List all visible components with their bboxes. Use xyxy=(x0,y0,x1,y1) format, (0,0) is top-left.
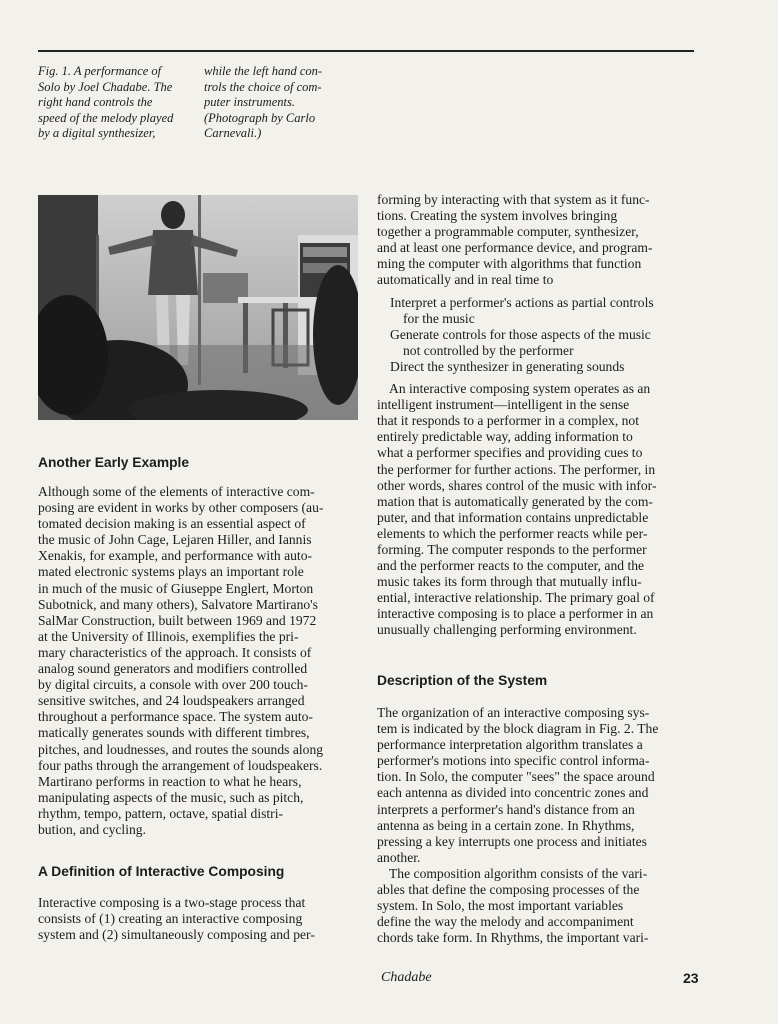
page-number: 23 xyxy=(683,970,699,986)
paragraph-intelligent-instrument: An interactive composing system operates as an intelligent instrument—intelligent in the sense that it responds to a performer in a complex, not entirely predictable way, adding information to what a performer specifies and providing cues to the performer for further actions. The performer, in other words, shares control of the music with infor- mation that is automatically generated by the com- puter, and that information contains unpredictable elements to which the performer reacts while per- forming. The computer responds to the performer and the performer reacts to the computer, and the music takes its form through that mutually influ- ential, interactive relationship. The primary goal of interactive composing is to place a performer in an unusually challenging performing environment. xyxy=(377,381,657,638)
list-item: Generate controls for those aspects of the music not controlled by the performer xyxy=(390,326,651,358)
paragraph-early-example: Although some of the elements of interactive com- posing are evident in works by other composers (au- tomated decision making is an essential aspect of the music of John Cage, Lejaren Hiller, and Iannis Xenakis, for example, and performance with auto- mated electronic systems plays an important role in much of the music of Giuseppe Englert, Morton Subotnick, and many others), Salvatore Martirano's SalMar Construction, built between 1969 and 1972 at the University of Illinois, exemplifies the pri- mary characteristics of the approach. It consists of analog sound generators and modifiers controlled by digital circuits, a console with over 200 touch- sensitive switches, and 24 loudspeakers arranged throughout a performance space. The system auto- matically generates sounds with different timbres, pitches, and loudnesses, and routes the sounds along four paths through the arrangement of loudspeakers. Martirano performs in reaction to what he hears, manipulating aspects of the music, such as pitch, rhythm, tempo, pattern, octave, spatial distri- bution, and cycling. xyxy=(38,484,324,837)
figure-caption-part-2: while the left hand con- trols the choice of com- puter instruments. (Photograph by Carlo Carnevali.) xyxy=(204,64,323,140)
algorithm-function-list xyxy=(377,295,697,375)
running-footer-author: Chadabe xyxy=(381,970,432,985)
list-item: Interpret a performer's actions as partial controls for the music xyxy=(390,294,654,326)
paragraph-definition: Interactive composing is a two-stage process that consists of (1) creating an interactive composing system and (2) simultaneously composing and per- xyxy=(38,895,315,943)
list-item: Direct the synthesizer in generating sounds xyxy=(390,358,625,374)
left-column-early-example xyxy=(38,484,363,838)
paragraph-composition-algorithm: The composition algorithm consists of the vari- ables that define the composing processes of the system. In Solo, the most important variables define the way the melody and accompaniment chords take form. In Rhythms, the important vari- xyxy=(377,865,649,946)
left-column-definition xyxy=(38,895,363,943)
figure-caption-part-1: Fig. 1. A performance of Solo by Joel Chadabe. The right hand controls the speed of the melody played by a digital synthesizer, xyxy=(38,64,174,140)
performance-photograph xyxy=(38,195,358,420)
paragraph-system-organization: The organization of an interactive composing sys- tem is indicated by the block diagram in Fig. 2. The performance interpretation algorithm translates a performer's motions into specific control informa- tion. In Solo, the computer "sees" the space around each antenna as divided into concentric zones and interprets a performer's hand's distance from an antenna as being in a certain zone. In Rhythms, pressing a key interrupts one process and initiates another. xyxy=(377,705,659,865)
right-column-upper xyxy=(377,192,697,639)
paragraph-creating-system: forming by interacting with that system as it func- tions. Creating the system involves bringing together a programmable computer, synthesizer, and at least one performance device, and program- ming the computer with algorithms that function automatically and in real time to xyxy=(377,192,653,288)
heading-another-early-example: Another Early Example xyxy=(38,455,190,470)
top-rule xyxy=(38,50,694,52)
heading-description-of-system: Description of the System xyxy=(377,673,548,688)
heading-definition-interactive-composing: A Definition of Interactive Composing xyxy=(38,864,285,879)
right-column-lower xyxy=(377,705,697,946)
